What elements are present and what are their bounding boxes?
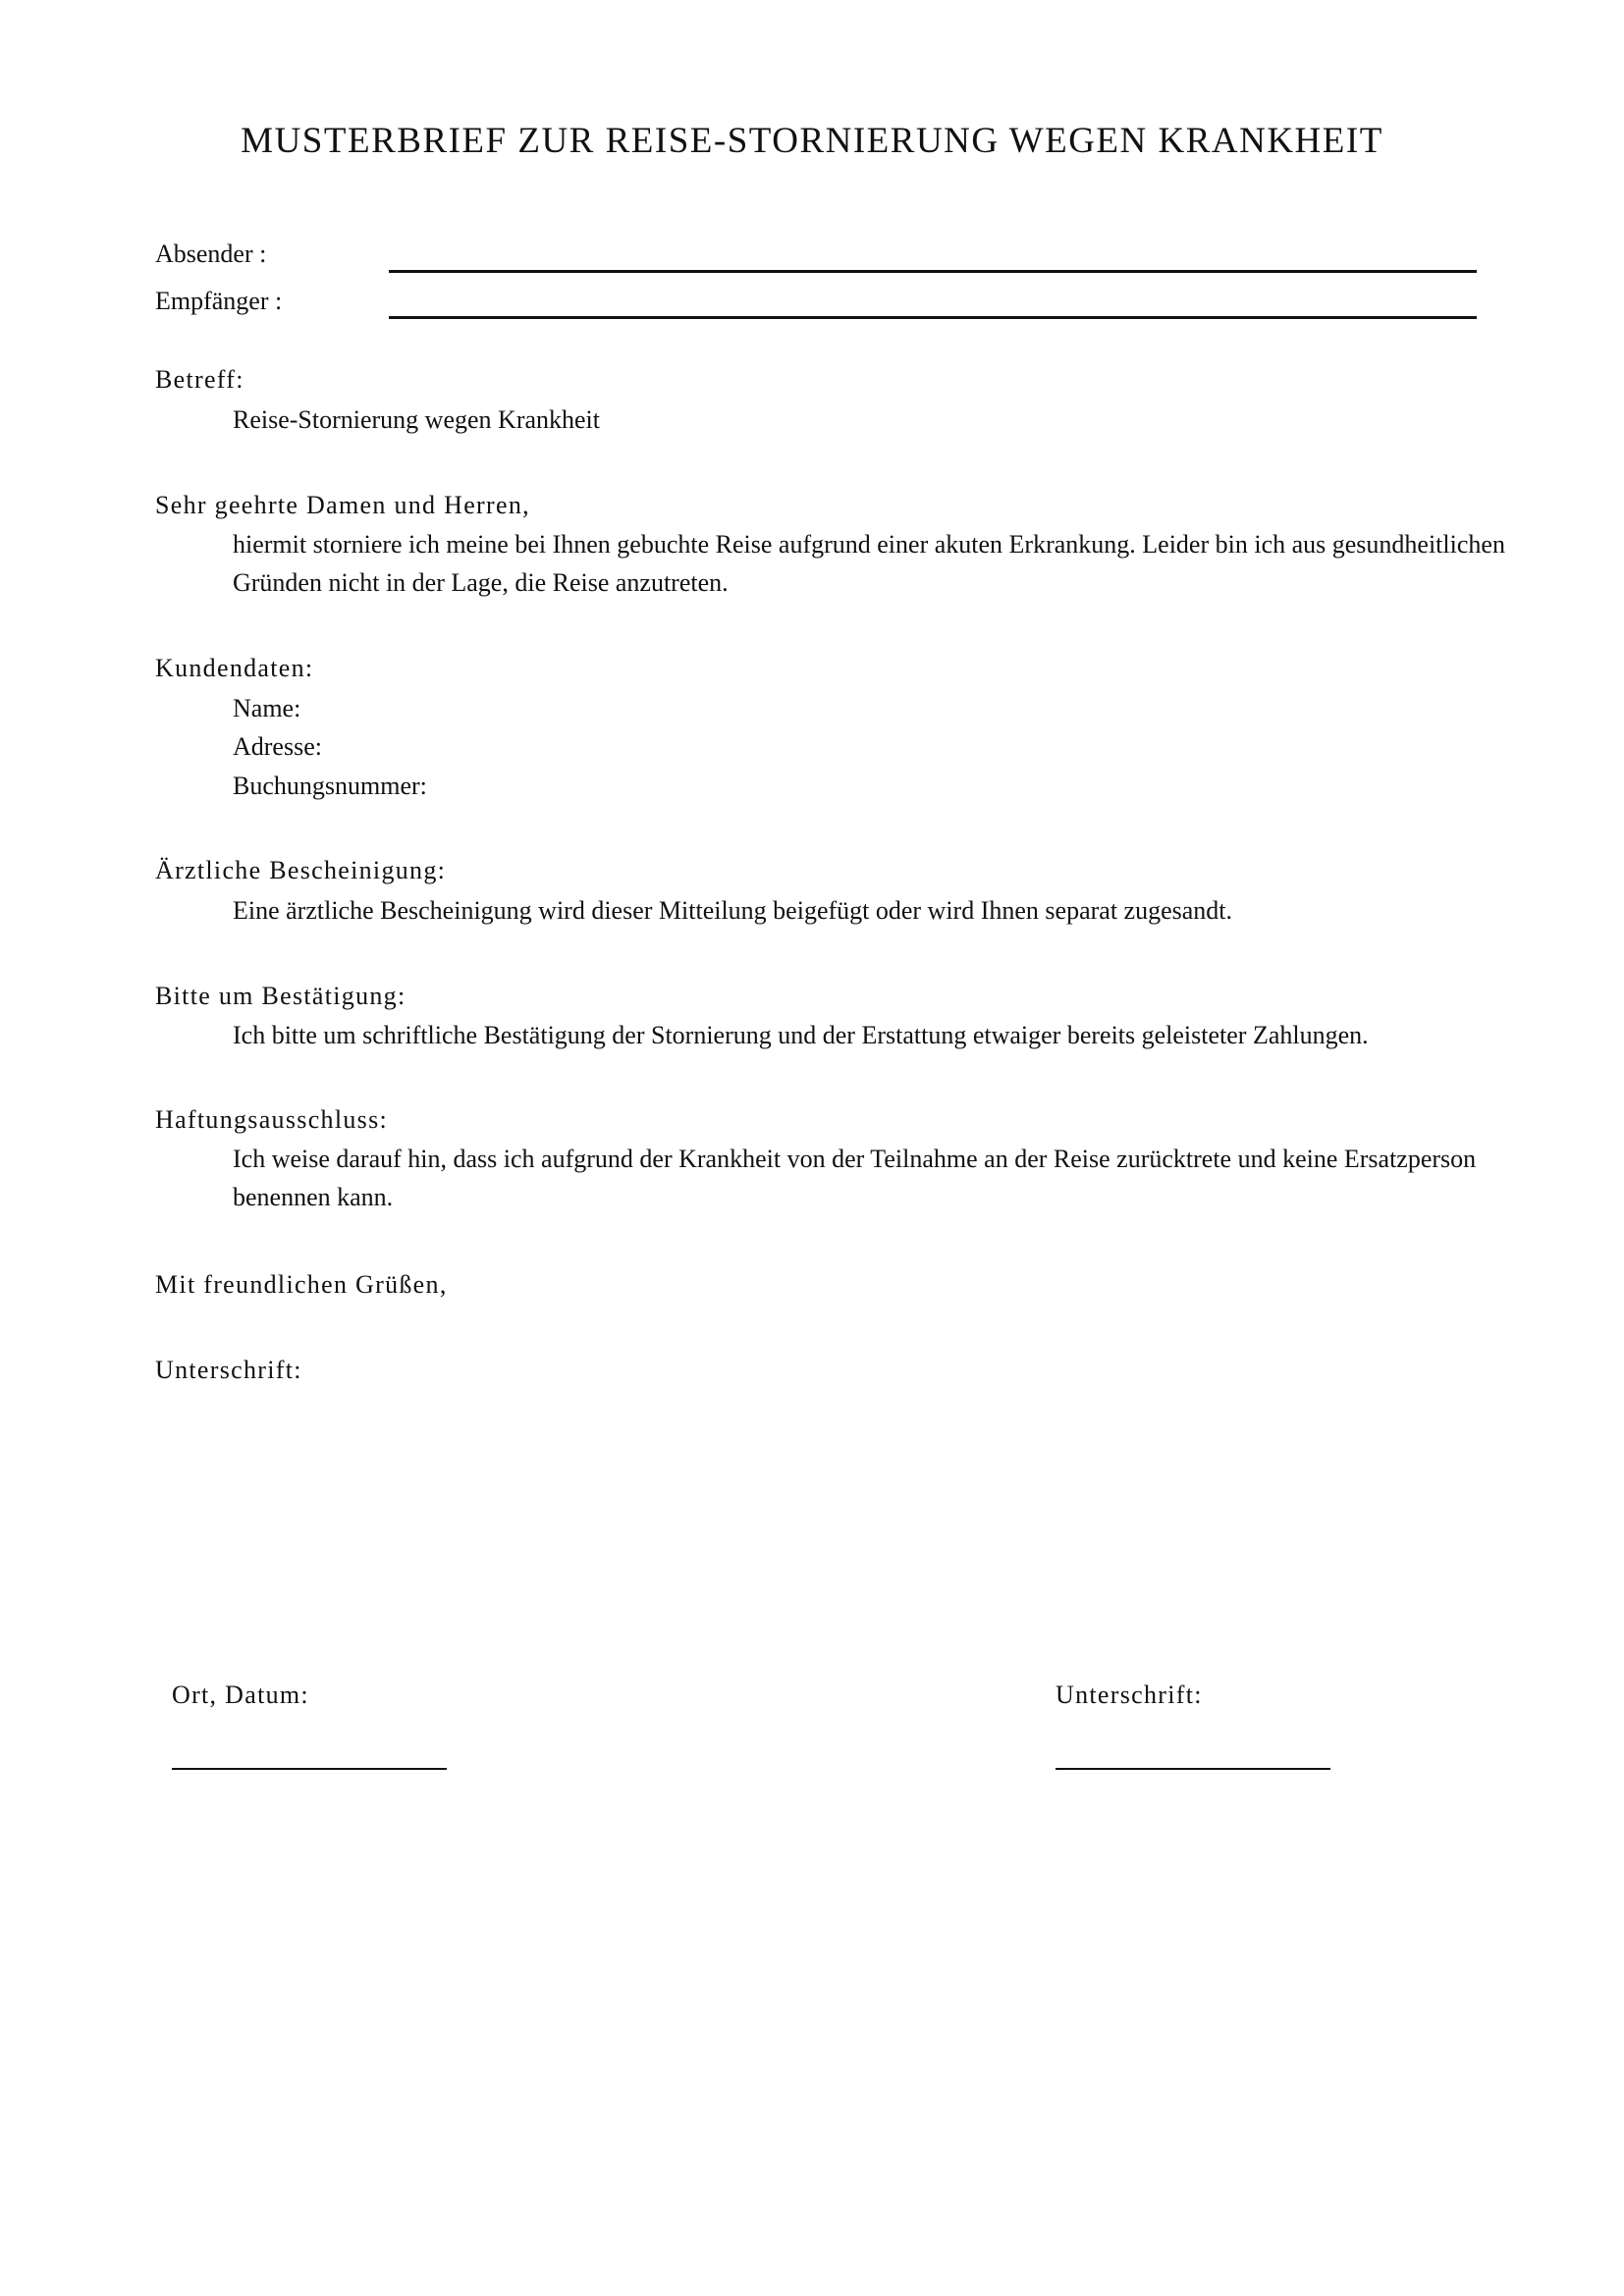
place-date-line[interactable] — [172, 1768, 447, 1770]
signature-heading: Unterschrift: — [155, 1356, 302, 1384]
sender-label: Absender : — [155, 240, 267, 268]
confirmation-heading: Bitte um Bestätigung: — [155, 982, 406, 1010]
recipient-label: Empfänger : — [155, 287, 283, 315]
recipient-field-line[interactable] — [389, 316, 1477, 319]
place-date-label: Ort, Datum: — [172, 1681, 309, 1709]
salutation-heading: Sehr geehrte Damen und Herren, — [155, 491, 530, 519]
closing-text: Mit freundlichen Grüßen, — [155, 1270, 448, 1299]
subject-heading: Betreff: — [155, 365, 244, 394]
page-title: MUSTERBRIEF ZUR REISE-STORNIERUNG WEGEN KRANKHEIT — [241, 121, 1383, 161]
sender-field-line[interactable] — [389, 270, 1477, 273]
customer-data-heading: Kundendaten: — [155, 654, 314, 682]
customer-address-label: Adresse: — [233, 732, 322, 761]
customer-name-label: Name: — [233, 694, 301, 722]
medical-certificate-text: Eine ärztliche Bescheinigung wird dieser Mitteilung beigefügt oder wird Ihnen separat zugesandt. — [233, 896, 1232, 925]
salutation-paragraph: hiermit storniere ich meine bei Ihnen gebuchte Reise aufgrund einer akuten Erkrankung. Leider bin ich aus gesundheitlichen Gründen nicht in der Lage, die Reise anzutreten. — [233, 530, 1505, 597]
confirmation-text: Ich bitte um schriftliche Bestätigung der Stornierung und der Erstattung etwaiger bereits geleisteter Zahlungen. — [233, 1021, 1369, 1049]
subject-text: Reise-Stornierung wegen Krankheit — [233, 405, 601, 434]
footer-signature-label: Unterschrift: — [1056, 1681, 1203, 1709]
liability-heading: Haftungsausschluss: — [155, 1105, 389, 1134]
liability-paragraph: Ich weise darauf hin, dass ich aufgrund der Krankheit von der Teilnahme an der Reise zurücktrete und keine Ersatzperson benennen kann. — [233, 1145, 1477, 1211]
medical-certificate-heading: Ärztliche Bescheinigung: — [155, 856, 447, 884]
booking-number-label: Buchungsnummer: — [233, 772, 427, 800]
footer-signature-line[interactable] — [1056, 1768, 1330, 1770]
